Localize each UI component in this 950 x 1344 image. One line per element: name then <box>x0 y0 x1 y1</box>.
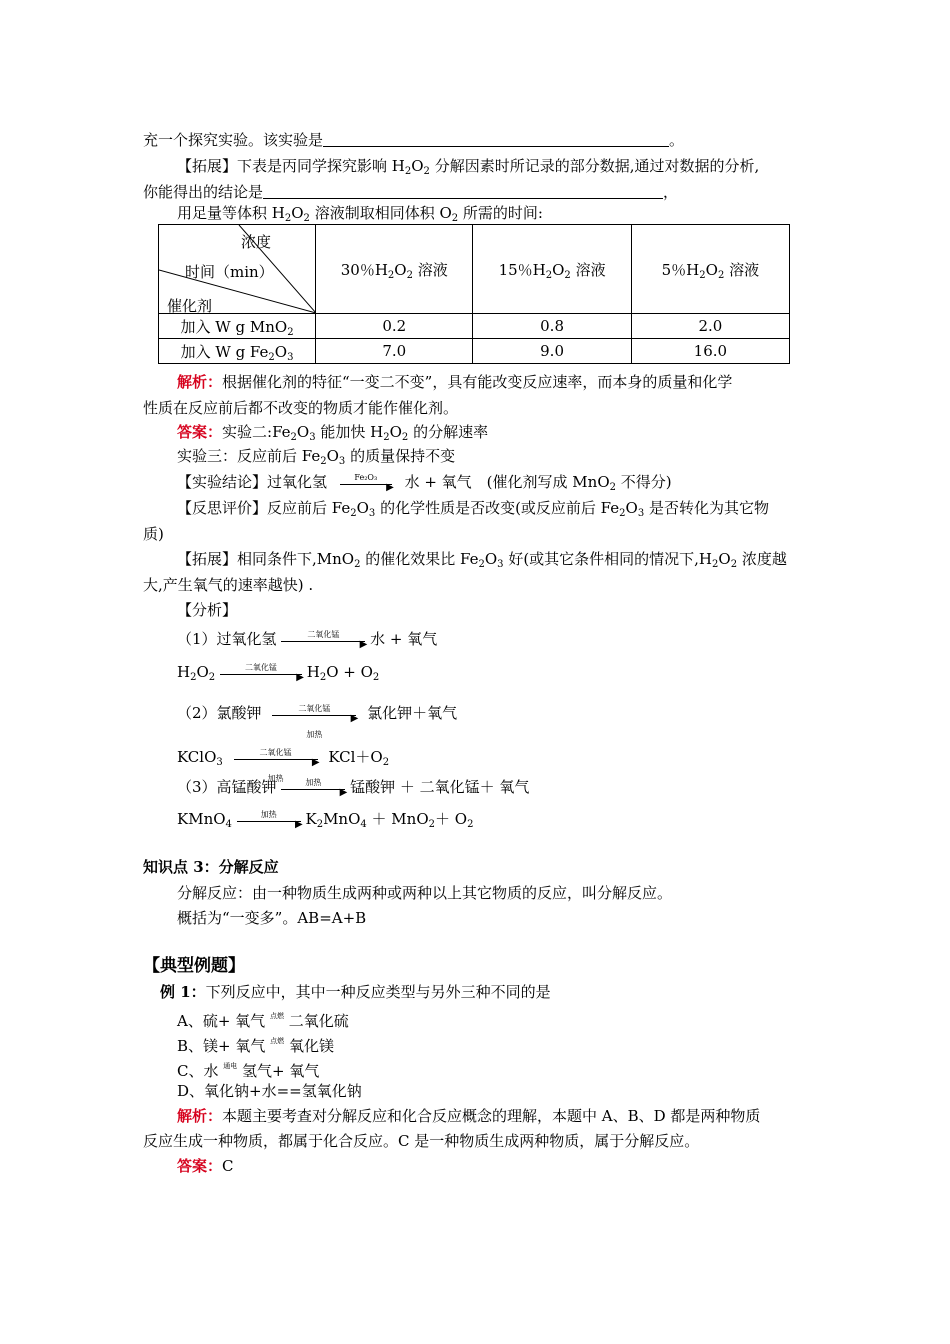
table-cell: 9.0 <box>473 339 631 364</box>
text-line: 【拓展】下表是丙同学探究影响 $H_2O_2$ 分解因素时所记录的部分数据,通过对数据的分析, <box>177 157 760 177</box>
reaction-arrow: 加热 ▶ <box>281 787 345 790</box>
option-d: D、氧化钠+水==氢氧化钠 <box>177 1082 362 1100</box>
example-answer: 答案：C <box>177 1157 234 1175</box>
answer-blank <box>323 132 669 147</box>
reaction-arrow: 二氧化锰 ▶ 加热 <box>234 757 318 760</box>
conclusion-line: 【实验结论】过氧化氢 Fe₂O₃ ▶ 水 + 氧气 (催化剂写成 MnO$_2$ 不得分) <box>177 472 672 493</box>
text-line: 用足量等体积 $H_2O_2$ 溶液制取相同体积 $O_2$ 所需的时间: <box>177 204 543 224</box>
extension-line: 大,产生氧气的速率越快) . <box>143 576 314 594</box>
example-analysis: 反应生成一种物质，都属于化合反应。C 是一种物质生成两种物质，属于分解反应。 <box>143 1132 700 1150</box>
reaction-formula-line: KClO$_3$ 二氧化锰 ▶ 加热 $KCl+O_2$ <box>177 747 390 783</box>
analysis-line: 性质在反应前后都不改变的物质才能作催化剂。 <box>143 399 459 417</box>
reaction-formula-line: $H_2O_2$ 二氧化锰 ▶ $H_2O + O_2$ <box>177 662 380 683</box>
answer-line: 实验三：反应前后 $Fe_2O_3$ 的质量保持不变 <box>177 447 456 467</box>
answer-blank <box>263 184 663 199</box>
row-header: 加入 W g MnO$_2$ <box>159 314 316 339</box>
fenxi-title: 【分析】 <box>177 601 238 619</box>
reaction-line: （2）氯酸钾 二氧化锰 ▶ 加热 氯化钾＋氧气 <box>177 703 458 739</box>
option-a: A、硫+ 氧气 $^{点燃}$ 二氧化硫 <box>177 1012 349 1030</box>
example-question: 例 1：下列反应中，其中一种反应类型与另外三种不同的是 <box>160 983 551 1001</box>
table-cell: 2.0 <box>631 314 789 339</box>
text-line: 你能得出的结论是 ， <box>143 183 679 201</box>
header-catalyst: 催化剂 <box>167 297 213 315</box>
diagonal-header-cell <box>159 225 316 314</box>
text-line: 充一个探究实验。该实验是 。 <box>143 131 685 149</box>
header-time: 时间（min） <box>185 263 274 281</box>
knowledge-summary: 概括为“一变多”。AB=A+B <box>177 909 367 927</box>
reflection-line: 质) <box>143 525 164 543</box>
option-b: B、镁+ 氧气 $^{点燃}$ 氧化镁 <box>177 1037 334 1055</box>
table-cell: 7.0 <box>316 339 473 364</box>
reaction-arrow: 二氧化锰 ▶ 加热 <box>272 713 356 716</box>
reaction-line: （1）过氧化氢 二氧化锰 ▶ 水 + 氧气 <box>177 629 438 650</box>
answer-line: 答案：实验二$:Fe_2O_3$ 能加快 $H_2O_2$ 的分解速率 <box>177 423 489 443</box>
table-cell: 0.2 <box>316 314 473 339</box>
knowledge-definition: 分解反应：由一种物质生成两种或两种以上其它物质的反应，叫分解反应。 <box>177 884 673 902</box>
reaction-line: （3）高锰酸钾 加热 ▶ 锰酸钾 ＋ 二氧化锰＋ 氧气 <box>177 777 530 798</box>
section-title: 【典型例题】 <box>143 956 245 976</box>
table-row <box>159 314 790 339</box>
row-header: 加入 W g $Fe_2O_3$ <box>159 339 316 364</box>
table-cell: 16.0 <box>631 339 789 364</box>
header-concentration: 浓度 <box>241 233 272 251</box>
table-cell: 0.8 <box>473 314 631 339</box>
column-header: 30％$H_2O_2$ 溶液 <box>316 225 473 314</box>
reflection-line: 【反思评价】反应前后 $Fe_2O_3$ 的化学性质是否改变(或反应前后 $Fe_2O_3$ 是否转化为其它物 <box>177 499 769 519</box>
reaction-formula-line: KMnO$_4$ 加热 ▶ $K_2MnO_4 + MnO_2+ O_2$ <box>177 809 474 830</box>
reaction-arrow: 加热 ▶ <box>237 819 301 822</box>
option-c: C、水 $^{通电}$ 氢气+ 氧气 <box>177 1062 320 1080</box>
reaction-arrow: 二氧化锰 ▶ <box>281 639 365 642</box>
table-row <box>159 339 790 364</box>
knowledge-title: 知识点 3：分解反应 <box>143 858 279 876</box>
example-analysis: 解析：本题主要考查对分解反应和化合反应概念的理解，本题中 A、B、D 都是两种物质 <box>177 1107 761 1125</box>
column-header: 15％$H_2O_2$ 溶液 <box>473 225 631 314</box>
data-table <box>158 224 790 364</box>
reaction-arrow: 二氧化锰 ▶ <box>220 672 302 675</box>
column-header: 5％$H_2O_2$ 溶液 <box>631 225 789 314</box>
reaction-arrow: Fe₂O₃ ▶ <box>340 482 392 485</box>
analysis-line: 解析：根据催化剂的特征“一变二不变”，具有能改变反应速率，而本身的质量和化学 <box>177 373 733 391</box>
extension-line: 【拓展】相同条件下,MnO$_2$ 的催化效果比 $Fe_2O_3$ 好(或其它条件相同的情况下$,H_2O_2$ 浓度越 <box>177 550 787 570</box>
